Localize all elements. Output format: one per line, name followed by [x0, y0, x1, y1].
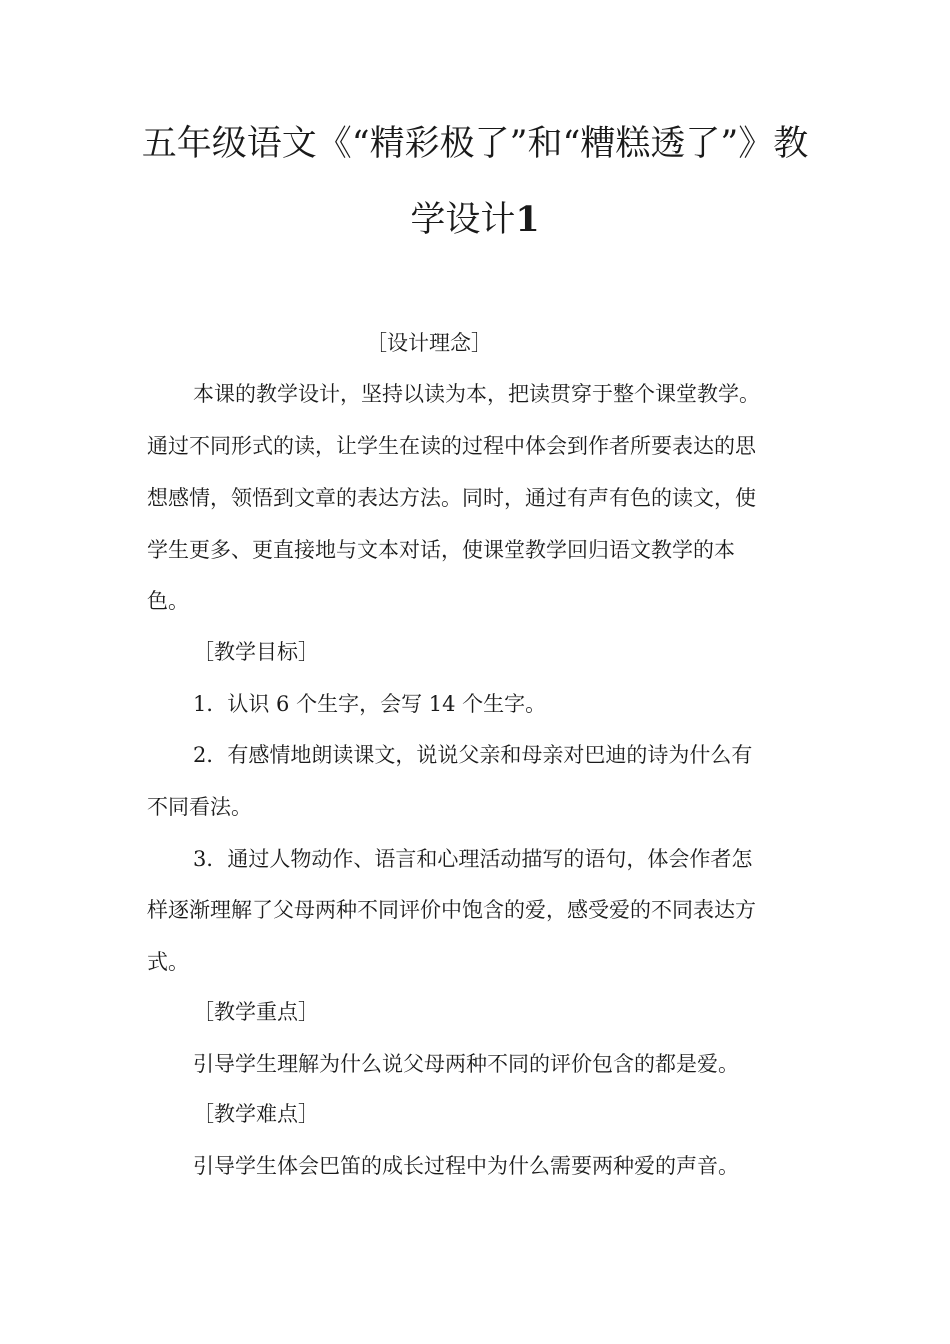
goal-item-3-line: 3．通过人物动作、语言和心理活动描写的语句，体会作者怎	[193, 847, 753, 871]
goal-item-2-line: 不同看法。	[147, 795, 252, 819]
goal-item-3-line: 式。	[147, 950, 189, 974]
design-idea-line: 想感情，领悟到文章的表达方法。同时，通过有声有色的读文，使	[147, 486, 756, 510]
document-title-line-1: 五年级语文《“精彩极了”和“糟糕透了”》教	[141, 124, 809, 164]
key-point-text: 引导学生理解为什么说父母两种不同的评价包含的都是爱。	[193, 1052, 739, 1076]
goal-item-3-line: 样逐渐理解了父母两种不同评价中饱含的爱，感受爱的不同表达方	[147, 898, 756, 922]
design-idea-line: 色。	[147, 589, 189, 613]
difficulty-text: 引导学生体会巴笛的成长过程中为什么需要两种爱的声音。	[193, 1154, 739, 1178]
section-heading-goals: ［教学目标］	[193, 640, 319, 664]
title-text: 学设计	[410, 200, 516, 240]
section-heading-key-point: ［教学重点］	[193, 1000, 319, 1024]
section-heading-difficulty: ［教学难点］	[193, 1102, 319, 1126]
design-idea-line: 通过不同形式的读，让学生在读的过程中体会到作者所要表达的思	[147, 434, 756, 458]
goal-item-1: 1．认识 6 个生字，会写 14 个生字。	[193, 692, 547, 716]
section-heading-design-idea: ［设计理念］	[366, 331, 492, 355]
goal-item-2-line: 2．有感情地朗读课文，说说父亲和母亲对巴迪的诗为什么有	[193, 743, 753, 767]
title-number: 1	[515, 199, 540, 240]
document-title-line-2	[120, 200, 830, 240]
design-idea-line: 本课的教学设计，坚持以读为本，把读贯穿于整个课堂教学。	[193, 382, 760, 406]
design-idea-line: 学生更多、更直接地与文本对话，使课堂教学回归语文教学的本	[147, 538, 735, 562]
